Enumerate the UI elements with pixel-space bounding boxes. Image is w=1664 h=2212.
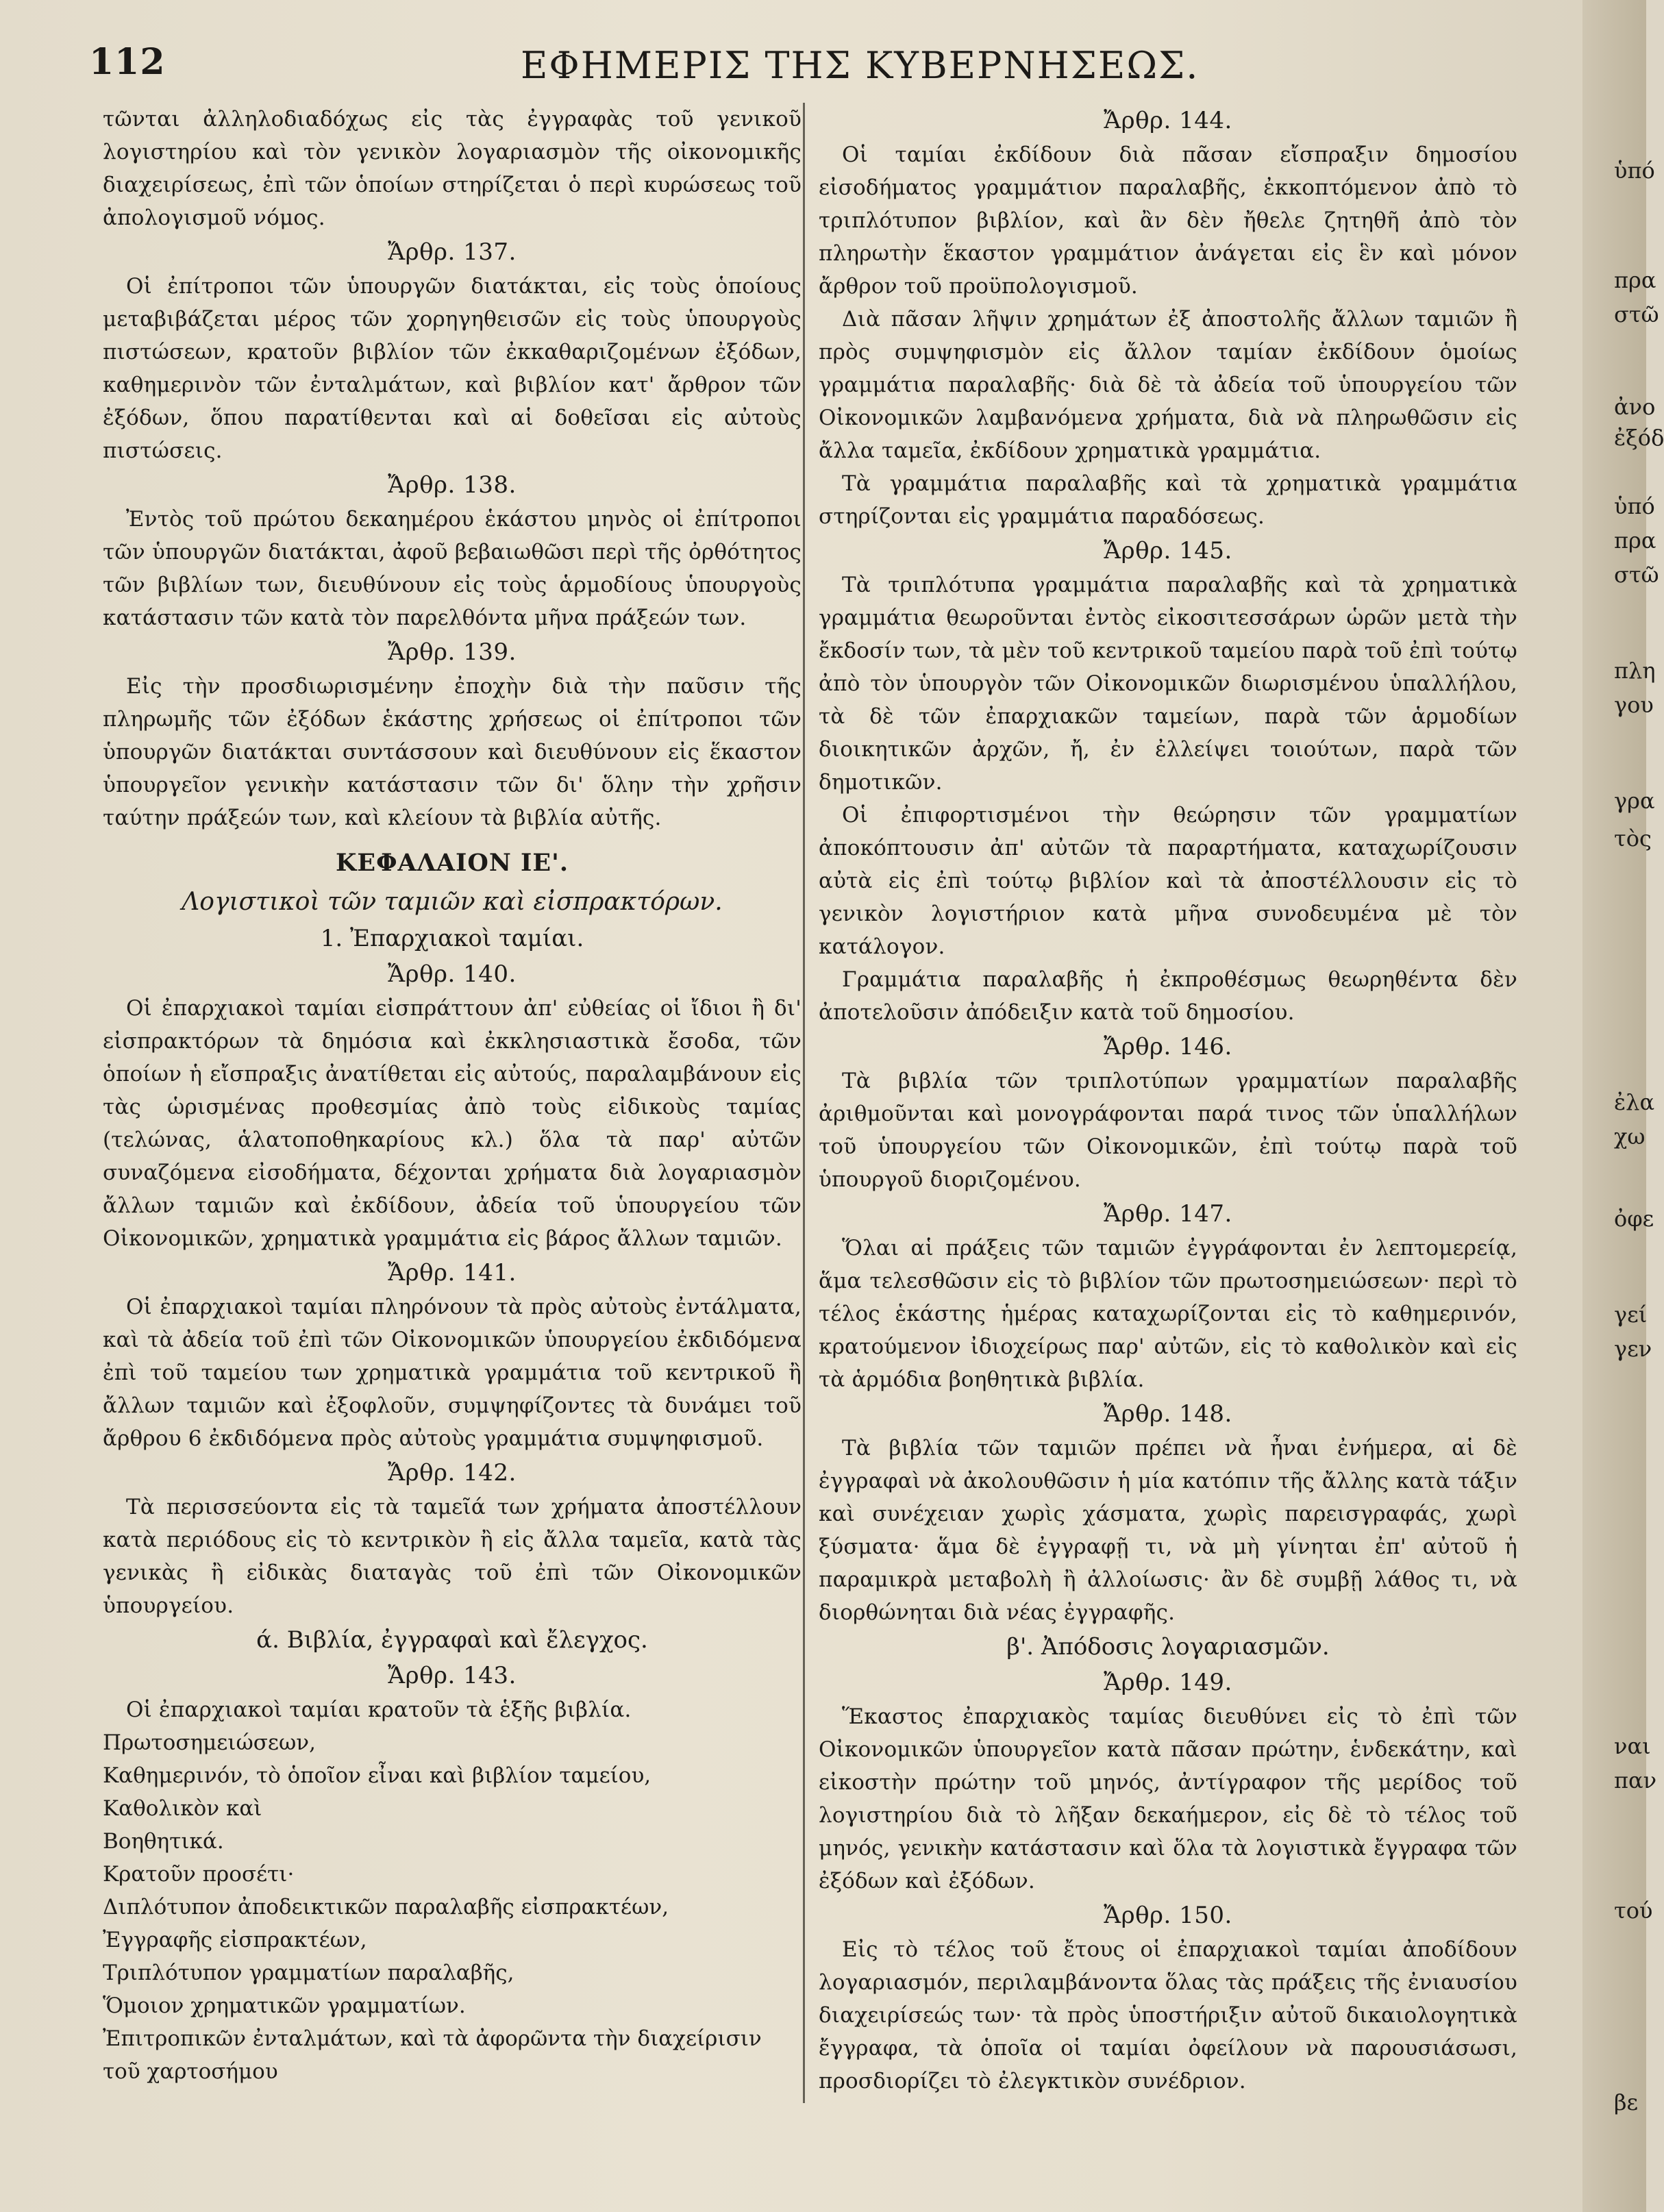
paragraph: Ἕκαστος ἐπαρχιακὸς ταμίας διευθύνει εἰς τὸ ἐπὶ τῶν Οἰκονομικῶν ὑπουργεῖον κατὰ πᾶσαν πρώτην, ἑνδεκάτην, καὶ εἰκοστὴν πρώτην τοῦ μηνός, ἀντίγραφον τῆς μερίδος τοῦ λογιστηρίου διὰ τὸ λῆξαν δεκαήμερον, εἰς δὲ τὸ τέλος τοῦ μηνός, γενικὴν κατάστασιν καὶ ὅλα τὰ λογιστικὰ ἔγγραφα τῶν ἐξόδων καὶ ἐξόδων. [819, 1704, 1517, 1893]
edge-fragment: ναι [1614, 1733, 1651, 1759]
list-item: Ἐπιτροπικῶν ἐνταλμάτων, καὶ τὰ ἀφορῶντα τὴν διαχείρισιν τοῦ χαρτοσήμου [103, 2026, 762, 2084]
edge-fragment: πρα [1614, 267, 1656, 293]
list-item: Τριπλότυπον γραμματίων παραλαβῆς, [103, 1961, 514, 1985]
edge-fragment: ἐλα [1614, 1089, 1655, 1115]
right-column [819, 103, 1517, 2185]
edge-fragment: ὀφε [1614, 1206, 1654, 1232]
running-title: ΕΦΗΜΕΡΙΣ ΤΗΣ ΚΥΒΕΡΝΗΣΕΩΣ. [521, 44, 1200, 87]
article-heading: Ἄρθρ. 145. [1104, 537, 1232, 564]
edge-fragment: ὑπό [1614, 158, 1655, 184]
article-heading: Ἄρθρ. 150. [1104, 1902, 1232, 1929]
edge-fragment: χω [1614, 1123, 1646, 1150]
edge-fragment: παν [1614, 1767, 1657, 1793]
edge-fragment: στῶ [1614, 562, 1659, 588]
list-item: Πρωτοσημειώσεων, [103, 1730, 316, 1755]
chapter-subtitle: Λογιστικοὶ τῶν ταμιῶν καὶ εἰσπρακτόρων. [182, 888, 723, 916]
paragraph: Τὰ βιβλία τῶν τριπλοτύπων γραμματίων παραλαβῆς ἀριθμοῦνται καὶ μονογράφονται παρά τινος τῶν ὑπαλλήλων τοῦ ὑπουργείου τῶν Οἰκονομικῶν, ἐπὶ τούτῳ παρὰ τοῦ ὑπουργοῦ διοριζομένου. [819, 1069, 1517, 1192]
edge-fragment: βε [1614, 2089, 1639, 2115]
list-item: Καθημερινόν, τὸ ὁποῖον εἶναι καὶ βιβλίον ταμείου, [103, 1763, 651, 1788]
article-heading: Ἄρθρ. 141. [388, 1259, 517, 1287]
paragraph: Γραμμάτια παραλαβῆς ἡ ἐκπροθέσμως θεωρηθέντα δὲν ἀποτελοῦσιν ἀπόδειξιν κατὰ τοῦ δημοσίου. [819, 967, 1517, 1025]
section-heading: β'. Ἀπόδοσις λογαριασμῶν. [1006, 1633, 1330, 1661]
paragraph: τῶνται ἀλληλοδιαδόχως εἰς τὰς ἐγγραφὰς τοῦ γενικοῦ λογιστηρίου καὶ τὸν γενικὸν λογαριασμὸν τῆς οἰκονομικῆς διαχειρίσεως, ἐπὶ τῶν ὁποίων στηρίζεται ὁ περὶ κυρώσεως τοῦ ἀπολογισμοῦ νόμος. [103, 107, 802, 230]
list-item: Ὅμοιον χρηματικῶν γραμματίων. [103, 1993, 466, 2018]
paragraph: Οἱ ἐπίτροποι τῶν ὑπουργῶν διατάκται, εἰς τοὺς ὁποίους μεταβιβάζεται μέρος τῶν χορηγηθεισῶν εἰς τοὺς ὑπουργοὺς πιστώσεων, κρατοῦν βιβλίον τῶν ἐκκαθαριζομένων ἐξόδων, καθημερινὸν τῶν ἐνταλμάτων, καὶ βιβλίον κατ' ἄρθρον τῶν ἐξόδων, ὅπου παρατίθενται καὶ αἱ δοθεῖσαι εἰς αὐτοὺς πιστώσεις. [103, 274, 802, 463]
paragraph: Διὰ πᾶσαν λῆψιν χρημάτων ἐξ ἀποστολῆς ἄλλων ταμιῶν ἢ πρὸς συμψηφισμὸν εἰς ἄλλον ταμίαν ἐκδίδουν ὁμοίως γραμμάτια παραλαβῆς· διὰ δὲ τὰ ἀδεία τοῦ ὑπουργείου τῶν Οἰκονομικῶν λαμβανόμενα χρήματα, διὰ νὰ πληρωθῶσιν εἰς ἄλλα ταμεῖα, ἐκδίδουν χρηματικὰ γραμμάτια. [819, 307, 1517, 463]
edge-fragment: ὑπό [1614, 493, 1655, 519]
paragraph: Οἱ ἐπαρχιακοὶ ταμίαι εἰσπράττουν ἀπ' εὐθείας οἱ ἴδιοι ἢ δι' εἰσπρακτόρων τὰ δημόσια καὶ ἐκκλησιαστικὰ ἔσοδα, τῶν ὁποίων ἡ εἴσπραξις ἀνατίθεται εἰς αὐτούς, παραλαμβάνουν εἰς τὰς ὡρισμένας προθεσμίας ἀπὸ τοὺς εἰδικοὺς ταμίας (τελώνας, ἁλατοποθηκαρίους κλ.) ὅλα τὰ παρ' αὐτῶν συναζόμενα εἰσοδήματα, δέχονται χρήματα διὰ λογαριασμὸν ἄλλων ταμιῶν καὶ ἐκδίδουν, ἀδεία τοῦ ὑπουργείου τῶν Οἰκονομικῶν, χρηματικὰ γραμμάτια εἰς βάρος ἄλλων ταμιῶν. [103, 996, 802, 1251]
edge-fragment: ἀνο [1614, 394, 1656, 420]
list-item: Κρατοῦν προσέτι· [103, 1862, 295, 1887]
list-item: Ἐγγραφῆς εἰσπρακτέων, [103, 1928, 367, 1952]
edge-fragment: γου [1614, 692, 1654, 718]
article-heading: Ἄρθρ. 138. [388, 471, 517, 499]
paragraph: Οἱ ἐπαρχιακοὶ ταμίαι κρατοῦν τὰ ἑξῆς βιβλία. [126, 1698, 632, 1722]
article-heading: Ἄρθρ. 147. [1104, 1200, 1232, 1228]
facing-page-edge [1582, 0, 1664, 2212]
article-heading: Ἄρθρ. 144. [1104, 107, 1232, 134]
edge-fragment: γρα [1614, 788, 1655, 814]
paragraph: Εἰς τὴν προσδιωρισμένην ἐποχὴν διὰ τὴν παῦσιν τῆς πληρωμῆς τῶν ἐξόδων ἑκάστης χρήσεως οἱ ἐπίτροποι τῶν ὑπουργῶν διατάκται συντάσσουν καὶ διευθύνουν εἰς ἕκαστον ὑπουργεῖον γενικὴν κατάστασιν τῶν δι' ὅλην τὴν χρῆσιν ταύτην πράξεών των, καὶ κλείουν τὰ βιβλία αὐτῆς. [103, 674, 802, 830]
article-heading: Ἄρθρ. 148. [1104, 1400, 1232, 1428]
paragraph: Οἱ ἐπιφορτισμένοι τὴν θεώρησιν τῶν γραμματίων ἀποκόπτουσιν ἀπ' αὐτῶν τὰ παραρτήματα, καταχωρίζουσιν αὐτὰ εἰς ἐπὶ τούτῳ βιβλίον καὶ τὰ ἀποστέλλουσιν εἰς τὸ γενικὸν λογιστήριον κατὰ μῆνα συνοδευμένα μὲ τὸν κατάλογον. [819, 803, 1517, 959]
paragraph: Τὰ περισσεύοντα εἰς τὰ ταμεῖά των χρήματα ἀποστέλλουν κατὰ περιόδους εἰς τὸ κεντρικὸν ἢ εἰς ἄλλα ταμεῖα, κατὰ τὰς γενικὰς ἢ εἰδικὰς διαταγὰς τοῦ ἐπὶ τῶν Οἰκονομικῶν ὑπουργείου. [103, 1495, 802, 1618]
list-item: Βοηθητικά. [103, 1829, 224, 1854]
paragraph: Οἱ ἐπαρχιακοὶ ταμίαι πληρόνουν τὰ πρὸς αὐτοὺς ἐντάλματα, καὶ τὰ ἀδεία τοῦ ἐπὶ τῶν Οἰκονομικῶν ὑπουργείου ἐκδιδόμενα ἐπὶ τοῦ ταμείου των χρηματικὰ γραμμάτια τοῦ κεντρικοῦ ἢ ἄλλων ταμιῶν καὶ ἐξοφλοῦν, συμψηφίζοντες τὰ δυνάμει τοῦ ἄρθρου 6 ἐκδιδόμενα πρὸς αὐτοὺς γραμμάτια συμψηφισμοῦ. [103, 1295, 802, 1451]
edge-fragment: στῶ [1614, 301, 1659, 327]
article-heading: Ἄρθρ. 140. [388, 960, 517, 988]
edge-fragment: γεί [1614, 1302, 1648, 1328]
paragraph: Τὰ γραμμάτια παραλαβῆς καὶ τὰ χρηματικὰ γραμμάτια στηρίζονται εἰς γραμμάτια παραδόσεως. [819, 471, 1517, 529]
article-heading: Ἄρθρ. 146. [1104, 1033, 1232, 1060]
list-item: Διπλότυπον ἀποδεικτικῶν παραλαβῆς εἰσπρακτέων, [103, 1895, 669, 1919]
paragraph: Ὅλαι αἱ πράξεις τῶν ταμιῶν ἐγγράφονται ἐν λεπτομερείᾳ, ἅμα τελεσθῶσιν εἰς τὸ βιβλίον τῶν πρωτοσημειώσεων· περὶ τὸ τέλος ἑκάστης ἡμέρας καταχωρίζονται εἰς τὸ καθημερινόν, κρατούμενον ἰδιοχείρως παρ' αὐτῶν, εἰς τὸ καθολικὸν καὶ εἰς τὰ ἁρμόδια βοηθητικὰ βιβλία. [819, 1236, 1517, 1392]
chapter-heading: ΚΕΦΑΛΑΙΟΝ ΙΕ'. [335, 849, 569, 877]
list-item: Καθολικὸν καὶ [103, 1796, 262, 1821]
paragraph: Ἐντὸς τοῦ πρώτου δεκαημέρου ἑκάστου μηνὸς οἱ ἐπίτροποι τῶν ὑπουργῶν διατάκται, ἀφοῦ βεβαιωθῶσι περὶ τῆς ὀρθότητος τῶν βιβλίων των, διευθύνουν εἰς τοὺς ἁρμοδίους ὑπουργοὺς κατάστασιν τῶν κατὰ τὸν παρελθόντα μῆνα πράξεών των. [103, 507, 802, 630]
section-heading: ά. Βιβλία, ἐγγραφαὶ καὶ ἔλεγχος. [256, 1626, 648, 1654]
paragraph: Τὰ τριπλότυπα γραμμάτια παραλαβῆς καὶ τὰ χρηματικὰ γραμμάτια θεωροῦνται ἐντὸς εἰκοσιτεσσάρων ὡρῶν μετὰ τὴν ἔκδοσίν των, τὰ μὲν τοῦ κεντρικοῦ ταμείου παρὰ τοῦ ἐπὶ τούτῳ ἀπὸ τὸν ὑπουργὸν τῶν Οἰκονομικῶν διωρισμένου ὑπαλλήλου, τὰ δὲ τῶν ἐπαρχιακῶν ταμείων, παρὰ τῶν ἁρμοδίων διοικητικῶν ἀρχῶν, ἤ, ἐν ἐλλείψει τοιούτων, παρὰ τῶν δημοτικῶν. [819, 573, 1517, 795]
edge-fragment: πρα [1614, 527, 1656, 554]
edge-fragment: τού [1614, 1898, 1653, 1924]
edge-fragment: γεν [1614, 1336, 1652, 1362]
paragraph: Οἱ ταμίαι ἐκδίδουν διὰ πᾶσαν εἴσπραξιν δημοσίου εἰσοδήματος γραμμάτιον παραλαβῆς, ἐκκοπτόμενον ἀπὸ τὸ τριπλότυπον βιβλίον, καὶ ἂν δὲν ἤθελε ζητηθῆ ἀπὸ τὸν πληρωτὴν ἕκαστον γραμμάτιον ἀνάγεται εἰς ἓν καὶ μόνον ἄρθρον τοῦ προϋπολογισμοῦ. [819, 142, 1517, 299]
paragraph: Τὰ βιβλία τῶν ταμιῶν πρέπει νὰ ἦναι ἐνήμερα, αἱ δὲ ἐγγραφαὶ νὰ ἀκολουθῶσιν ἡ μία κατόπιν τῆς ἄλλης κατὰ τάξιν καὶ συνέχειαν χωρὶς χάσματα, χωρὶς παρεισγραφάς, χωρὶ ξύσματα· ἅμα δὲ ἐγγραφῇ τι, νὰ μὴ γίνηται ἐπ' αὐτοῦ ἡ παραμικρὰ μεταβολὴ ἢ ἀλλοίωσις· ἂν δὲ συμβῇ λάθος τι, νὰ διορθώνηται διὰ νέας ἐγγραφῆς. [819, 1436, 1517, 1625]
page-header [82, 34, 1576, 99]
article-heading: Ἄρθρ. 137. [388, 238, 517, 266]
column-divider [803, 103, 805, 2103]
edge-fragment: τὸς [1614, 825, 1652, 852]
section-heading: 1. Ἐπαρχιακοὶ ταμίαι. [320, 925, 584, 952]
page-number: 112 [89, 41, 166, 83]
book-list [103, 1726, 802, 2088]
article-heading: Ἄρθρ. 139. [388, 638, 517, 666]
paragraph: Εἰς τὸ τέλος τοῦ ἔτους οἱ ἐπαρχιακοὶ ταμίαι ἀποδίδουν λογαριασμόν, περιλαμβάνοντα ὅλας τὰς πράξεις τῆς ἐνιαυσίου διαχειρίσεώς των· τὰ πρὸς ὑποστήριξιν αὐτοῦ δικαιολογητικὰ ἔγγραφα, τὰ ὁποῖα οἱ ταμίαι ὀφείλουν νὰ παρουσιάσωσι, προσδιορίζει τὸ ἐλεγκτικὸν συνέδριον. [819, 1937, 1517, 2093]
article-heading: Ἄρθρ. 143. [388, 1662, 517, 1689]
edge-fragment: ἐξόδ [1614, 425, 1664, 451]
left-column [103, 103, 802, 2185]
edge-fragment: πλη [1614, 658, 1656, 684]
article-heading: Ἄρθρ. 142. [388, 1459, 517, 1487]
article-heading: Ἄρθρ. 149. [1104, 1669, 1232, 1696]
